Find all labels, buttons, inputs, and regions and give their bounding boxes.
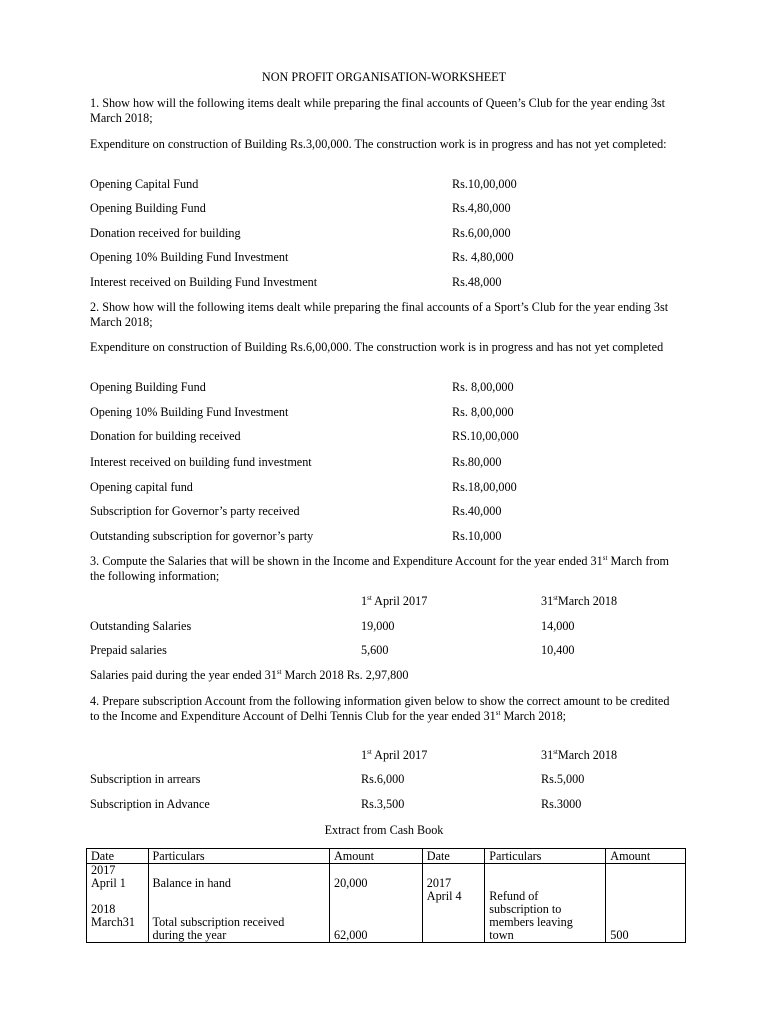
row-value-2018: Rs.3000 (541, 797, 582, 811)
table-header-row (87, 849, 686, 864)
row-value-2018: 10,400 (541, 643, 575, 657)
row-value-2017: 5,600 (361, 643, 389, 657)
item-value: Rs.6,00,000 (452, 226, 511, 240)
item-value: Rs.40,000 (452, 504, 502, 518)
row-value-2018: Rs.5,000 (541, 772, 585, 786)
receipt-amounts-cell: 20,000 62,000 (330, 864, 423, 943)
q3-question: 3. Compute the Salaries that will be shown in the Income and Expenditure Account for the year ended 31st March from the following information; (90, 553, 670, 583)
item-value: Rs. 8,00,000 (452, 405, 514, 419)
q1-item (90, 201, 670, 217)
q4-question: 4. Prepare subscription Account from the following information given below to show the correct amount to be credited to the Income and Expenditure Account of Delhi Tennis Club for the year ended 31st March 2018; (90, 694, 670, 723)
item-value: Rs.4,80,000 (452, 201, 511, 215)
item-label: Opening 10% Building Fund Investment (90, 250, 289, 264)
header-particulars: Particulars (148, 849, 330, 864)
q2-item (90, 429, 670, 445)
item-value: Rs.10,00,000 (452, 177, 517, 191)
q1-item (90, 177, 670, 193)
q3-col2-header: 31stMarch 2018 (541, 593, 618, 608)
item-value: RS.10,00,000 (452, 429, 519, 443)
q1-item (90, 250, 670, 266)
q1-intro: Expenditure on construction of Building Rs.3,00,000. The construction work is in progress and has not yet completed: (90, 137, 667, 151)
q2-item (90, 455, 670, 471)
item-label: Opening Building Fund (90, 380, 206, 394)
q2-item (90, 529, 670, 545)
receipt-dates-cell: 2017 April 1 2018 March31 (87, 864, 149, 943)
q4-col2-header: 31stMarch 2018 (541, 747, 618, 762)
item-label: Donation for building received (90, 429, 241, 443)
q2-item (90, 480, 670, 496)
item-value: Rs. 4,80,000 (452, 250, 514, 264)
cash-book-title: Extract from Cash Book (324, 823, 444, 837)
q4-row (90, 797, 670, 813)
item-value: Rs.80,000 (452, 455, 502, 469)
row-label: Subscription in Advance (90, 797, 210, 811)
q3-note: Salaries paid during the year ended 31st March 2018 Rs. 2,97,800 (90, 667, 409, 682)
header-amount: Amount (606, 849, 686, 864)
header-amount: Amount (330, 849, 423, 864)
item-label: Interest received on building fund investment (90, 455, 312, 469)
row-value-2018: 14,000 (541, 619, 575, 633)
q1-question: 1. Show how will the following items dealt while preparing the final accounts of Queen’s Club for the year ending 3st March 2018; (90, 96, 666, 125)
q4-col1-header: 1st April 2017 (361, 747, 428, 762)
table-row (87, 864, 686, 943)
item-label: Opening 10% Building Fund Investment (90, 405, 289, 419)
item-value: Rs. 8,00,000 (452, 380, 514, 394)
row-label: Outstanding Salaries (90, 619, 192, 633)
header-date: Date (422, 849, 485, 864)
q1-item (90, 226, 670, 242)
item-label: Opening Building Fund (90, 201, 206, 215)
row-label: Subscription in arrears (90, 772, 201, 786)
row-value-2017: 19,000 (361, 619, 395, 633)
q1-item (90, 275, 670, 291)
page-title: NON PROFIT ORGANISATION-WORKSHEET (261, 70, 507, 84)
cash-book-table (86, 848, 686, 943)
row-value-2017: Rs.3,500 (361, 797, 405, 811)
q3-column-headers (90, 594, 670, 610)
item-label: Subscription for Governor’s party received (90, 504, 300, 518)
q3-row (90, 643, 670, 659)
item-value: Rs.48,000 (452, 275, 502, 289)
q4-row (90, 772, 670, 788)
header-particulars: Particulars (485, 849, 606, 864)
item-label: Outstanding subscription for governor’s party (90, 529, 314, 543)
row-value-2017: Rs.6,000 (361, 772, 405, 786)
q2-item (90, 380, 670, 396)
header-date: Date (87, 849, 149, 864)
item-label: Donation received for building (90, 226, 241, 240)
q2-intro: Expenditure on construction of Building Rs.6,00,000. The construction work is in progress and has not yet completed (90, 340, 664, 354)
item-value: Rs.10,000 (452, 529, 502, 543)
item-label: Opening capital fund (90, 480, 193, 494)
item-value: Rs.18,00,000 (452, 480, 517, 494)
item-label: Interest received on Building Fund Investment (90, 275, 318, 289)
q2-question: 2. Show how will the following items dealt while preparing the final accounts of a Sport’s Club for the year ending 3st March 2018; (90, 300, 669, 329)
q3-row (90, 619, 670, 635)
q3-col1-header: 1st April 2017 (361, 593, 428, 608)
q2-item (90, 504, 670, 520)
payment-dates-cell: 2017 April 4 (422, 864, 485, 943)
receipt-particulars-cell: Balance in hand Total subscription received during the year (148, 864, 330, 943)
payment-particulars-cell: Refund of subscription to members leaving town (485, 864, 606, 943)
row-label: Prepaid salaries (90, 643, 167, 657)
q4-column-headers (90, 748, 670, 764)
q2-item (90, 405, 670, 421)
payment-amounts-cell: 500 (606, 864, 686, 943)
item-label: Opening Capital Fund (90, 177, 199, 191)
